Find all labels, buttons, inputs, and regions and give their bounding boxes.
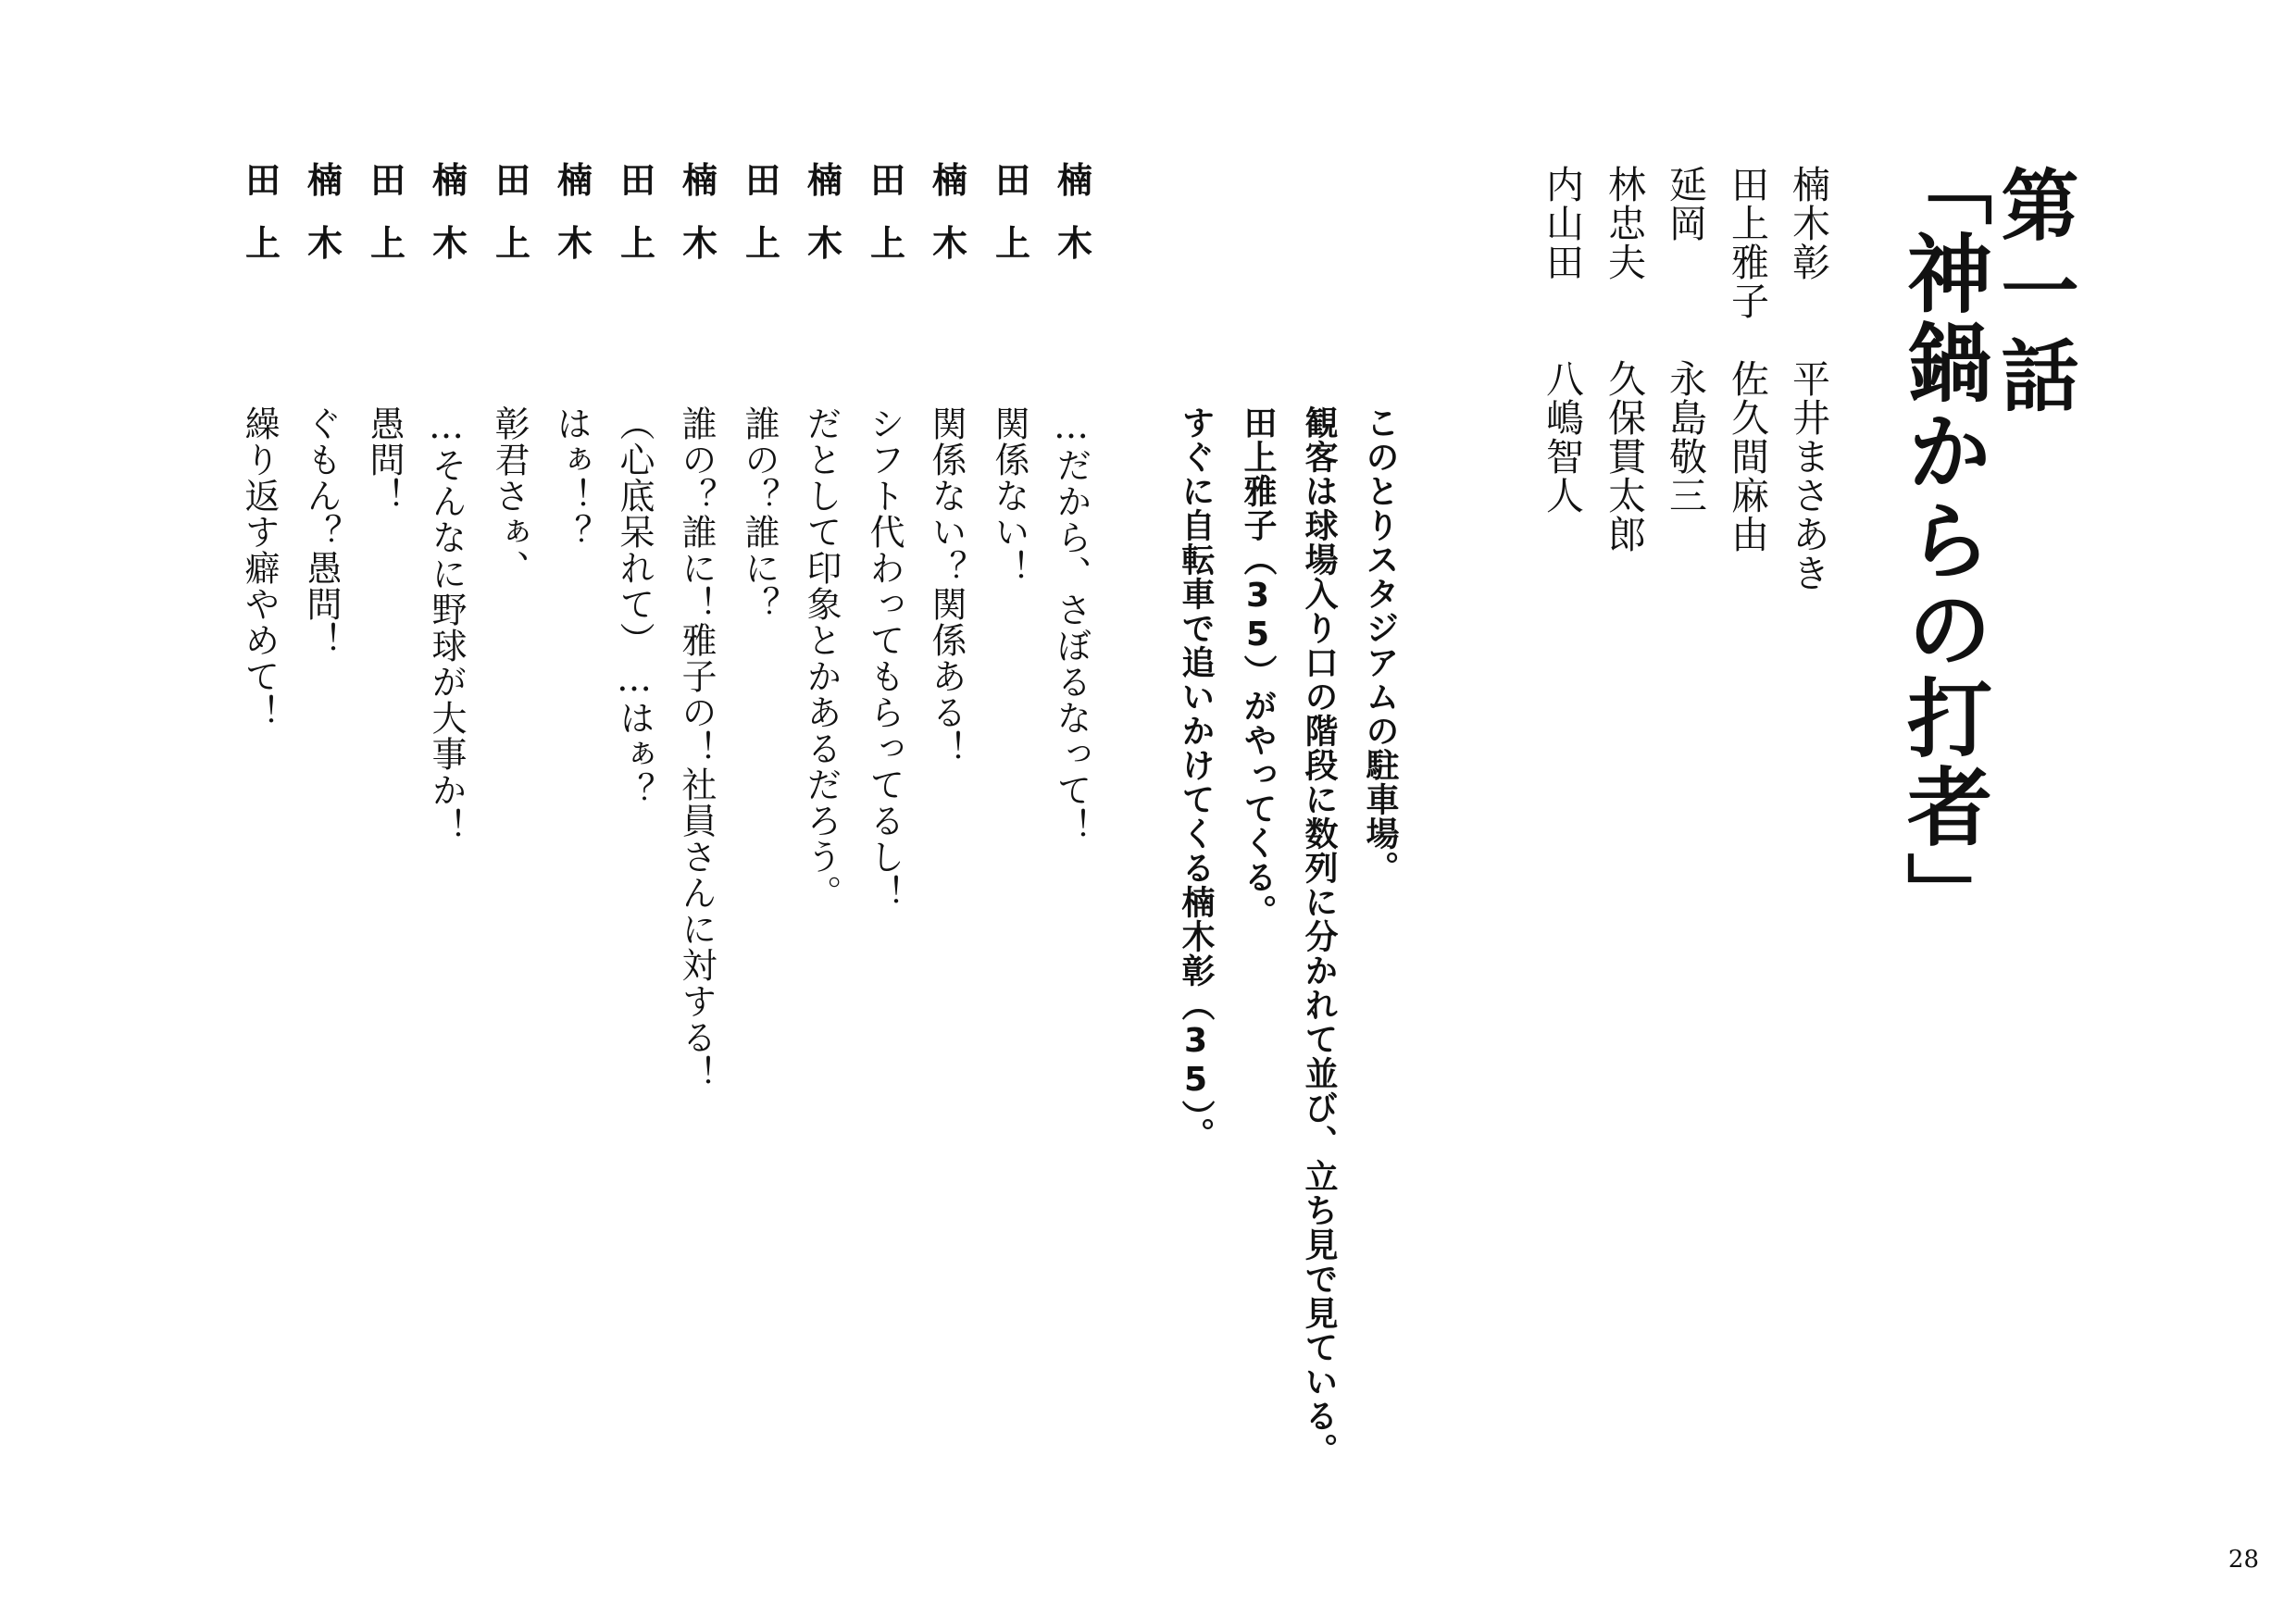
dialogue-line: はぁ！？ [551,405,592,550]
speaker-name: 楠 木 [306,160,343,264]
dialogue-line: シフト代わってもらってるし！ [864,405,905,911]
episode-number: 第一話 [1989,165,2079,420]
episode-title: 「神鍋からの打者」 [1893,141,1992,940]
dialogue-line: 彰君さぁ、 [489,405,530,586]
dialogue-line: 関係ない！ [989,405,1029,586]
stage-direction: すぐに自転車で追いかけてくる楠木彰（35）。 [1177,405,1215,1151]
speaker-name: 楠 木 [931,160,967,264]
speaker-name: 田 上 [994,160,1030,264]
stage-direction: このとりスタジアムの駐車場。 [1361,405,1399,885]
speaker-name: 楠 木 [556,160,593,264]
page-number: 28 [2227,1546,2259,1574]
speaker-name: 田 上 [494,160,530,264]
dialogue-line: 誰の？誰に！雅子の！社員さんに対する！ [676,405,717,1091]
dialogue-line: （心底呆れて）…はぁ？ [614,405,655,808]
dialogue-line: 関係ない？関係ある！ [926,405,967,766]
stage-direction: 観客は球場入り口の階段に数列に分かれて並び、立ち見で見ている。 [1300,405,1338,1467]
speaker-name: 楠 木 [806,160,842,264]
dialogue-line: …だから、さぼるなって！ [1051,405,1092,844]
cast-column-2: 田上雅子 佐久間麻由 [1725,165,1769,554]
cast-column-5: 内山田 八嶋智人 [1540,165,1584,515]
dialogue-line: …そんなに野球が大事か！ [426,405,467,844]
dialogue-line: ぐもん？愚問！ [301,405,342,658]
cast-column-3: 延岡 永島敬三 [1663,165,1707,515]
cast-column-4: 林忠夫 久保貫太郎 [1602,165,1646,554]
speaker-name: 楠 木 [681,160,718,264]
dialogue-line: 愚問！ [364,405,405,514]
dialogue-line: 繰り返す癖やめて！ [239,405,280,730]
speaker-name: 田 上 [369,160,406,264]
speaker-name: 田 上 [869,160,905,264]
cast-column-1: 楠木彰 平井まさあき [1786,165,1830,592]
dialogue-line: 誰の？誰に？ [739,405,780,622]
speaker-name: 楠 木 [1056,160,1092,264]
speaker-name: 田 上 [244,160,281,264]
speaker-name: 田 上 [744,160,780,264]
speaker-name: 楠 木 [431,160,468,264]
dialogue-line: だとして印象とかあるだろう。 [801,405,842,911]
stage-direction: 田上雅子（35）がやってくる。 [1239,405,1277,928]
speaker-name: 田 上 [619,160,655,264]
